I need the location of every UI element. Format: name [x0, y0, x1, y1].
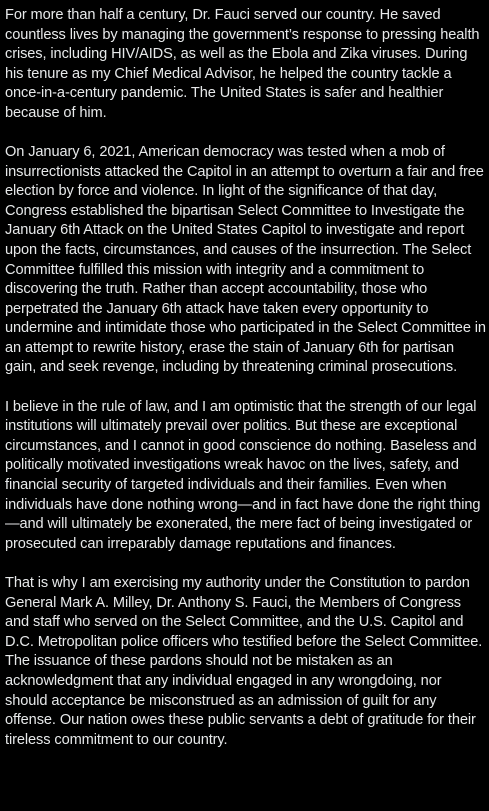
post-paragraph-2: On January 6, 2021, American democracy was tested when a mob of insurrectionists attacked the Capitol in an attempt to overturn a fair and free election by force and violence. In light of the significance of that day, Congress established the bipartisan Select Committee to Investigate the January 6th Attack on the United States Capitol to investigate and report upon the facts, circumstances, and causes of the insurrection. The Select Committee fulfilled this mission with integrity and a commitment to discovering the truth. Rather than accept accountability, those who perpetrated the January 6th attack have taken every opportunity to undermine and intimidate those who participated in the Select Committee in an attempt to rewrite history, erase the stain of January 6th for partisan gain, and seek revenge, including by threatening criminal prosecutions. — [5, 144, 486, 376]
post-paragraph-1: For more than half a century, Dr. Fauci served our country. He saved countless lives by managing the government’s response to pressing health crises, including HIV/AIDS, as well as the Ebola and Zika viruses. During his tenure as my Chief Medical Advisor, he helped the country tackle a once-in-a-century pandemic. The United States is safer and healthier because of him. — [5, 7, 480, 121]
post-paragraph-4: That is why I am exercising my authority under the Constitution to pardon General Mark A. Milley, Dr. Anthony S. Fauci, the Members of Congress and staff who served on the Select Committee, and the U.S. Capitol and D.C. Metropolitan police officers who testified before the Select Committee. The issuance of these pardons should not be mistaken as an acknowledgment that any individual engaged in any wrongdoing, nor should acceptance be misconstrued as an admission of guilt for any offense. Our nation owes these public servants a debt of gratitude for their tireless commitment to our country. — [5, 575, 483, 748]
post-paragraph-3: I believe in the rule of law, and I am optimistic that the strength of our legal institutions will ultimately prevail over politics. But these are exceptional circumstances, and I cannot in good conscience do nothing. Baseless and politically motivated investigations wreak havoc on the lives, safety, and financial security of targeted individuals and their families. Even when individuals have done nothing wrong—and in fact have done the right thing—and will ultimately be exonerated, the mere fact of being investigated or prosecuted can irreparably damage reputations and finances. — [5, 398, 481, 552]
post-text-body — [5, 6, 486, 750]
